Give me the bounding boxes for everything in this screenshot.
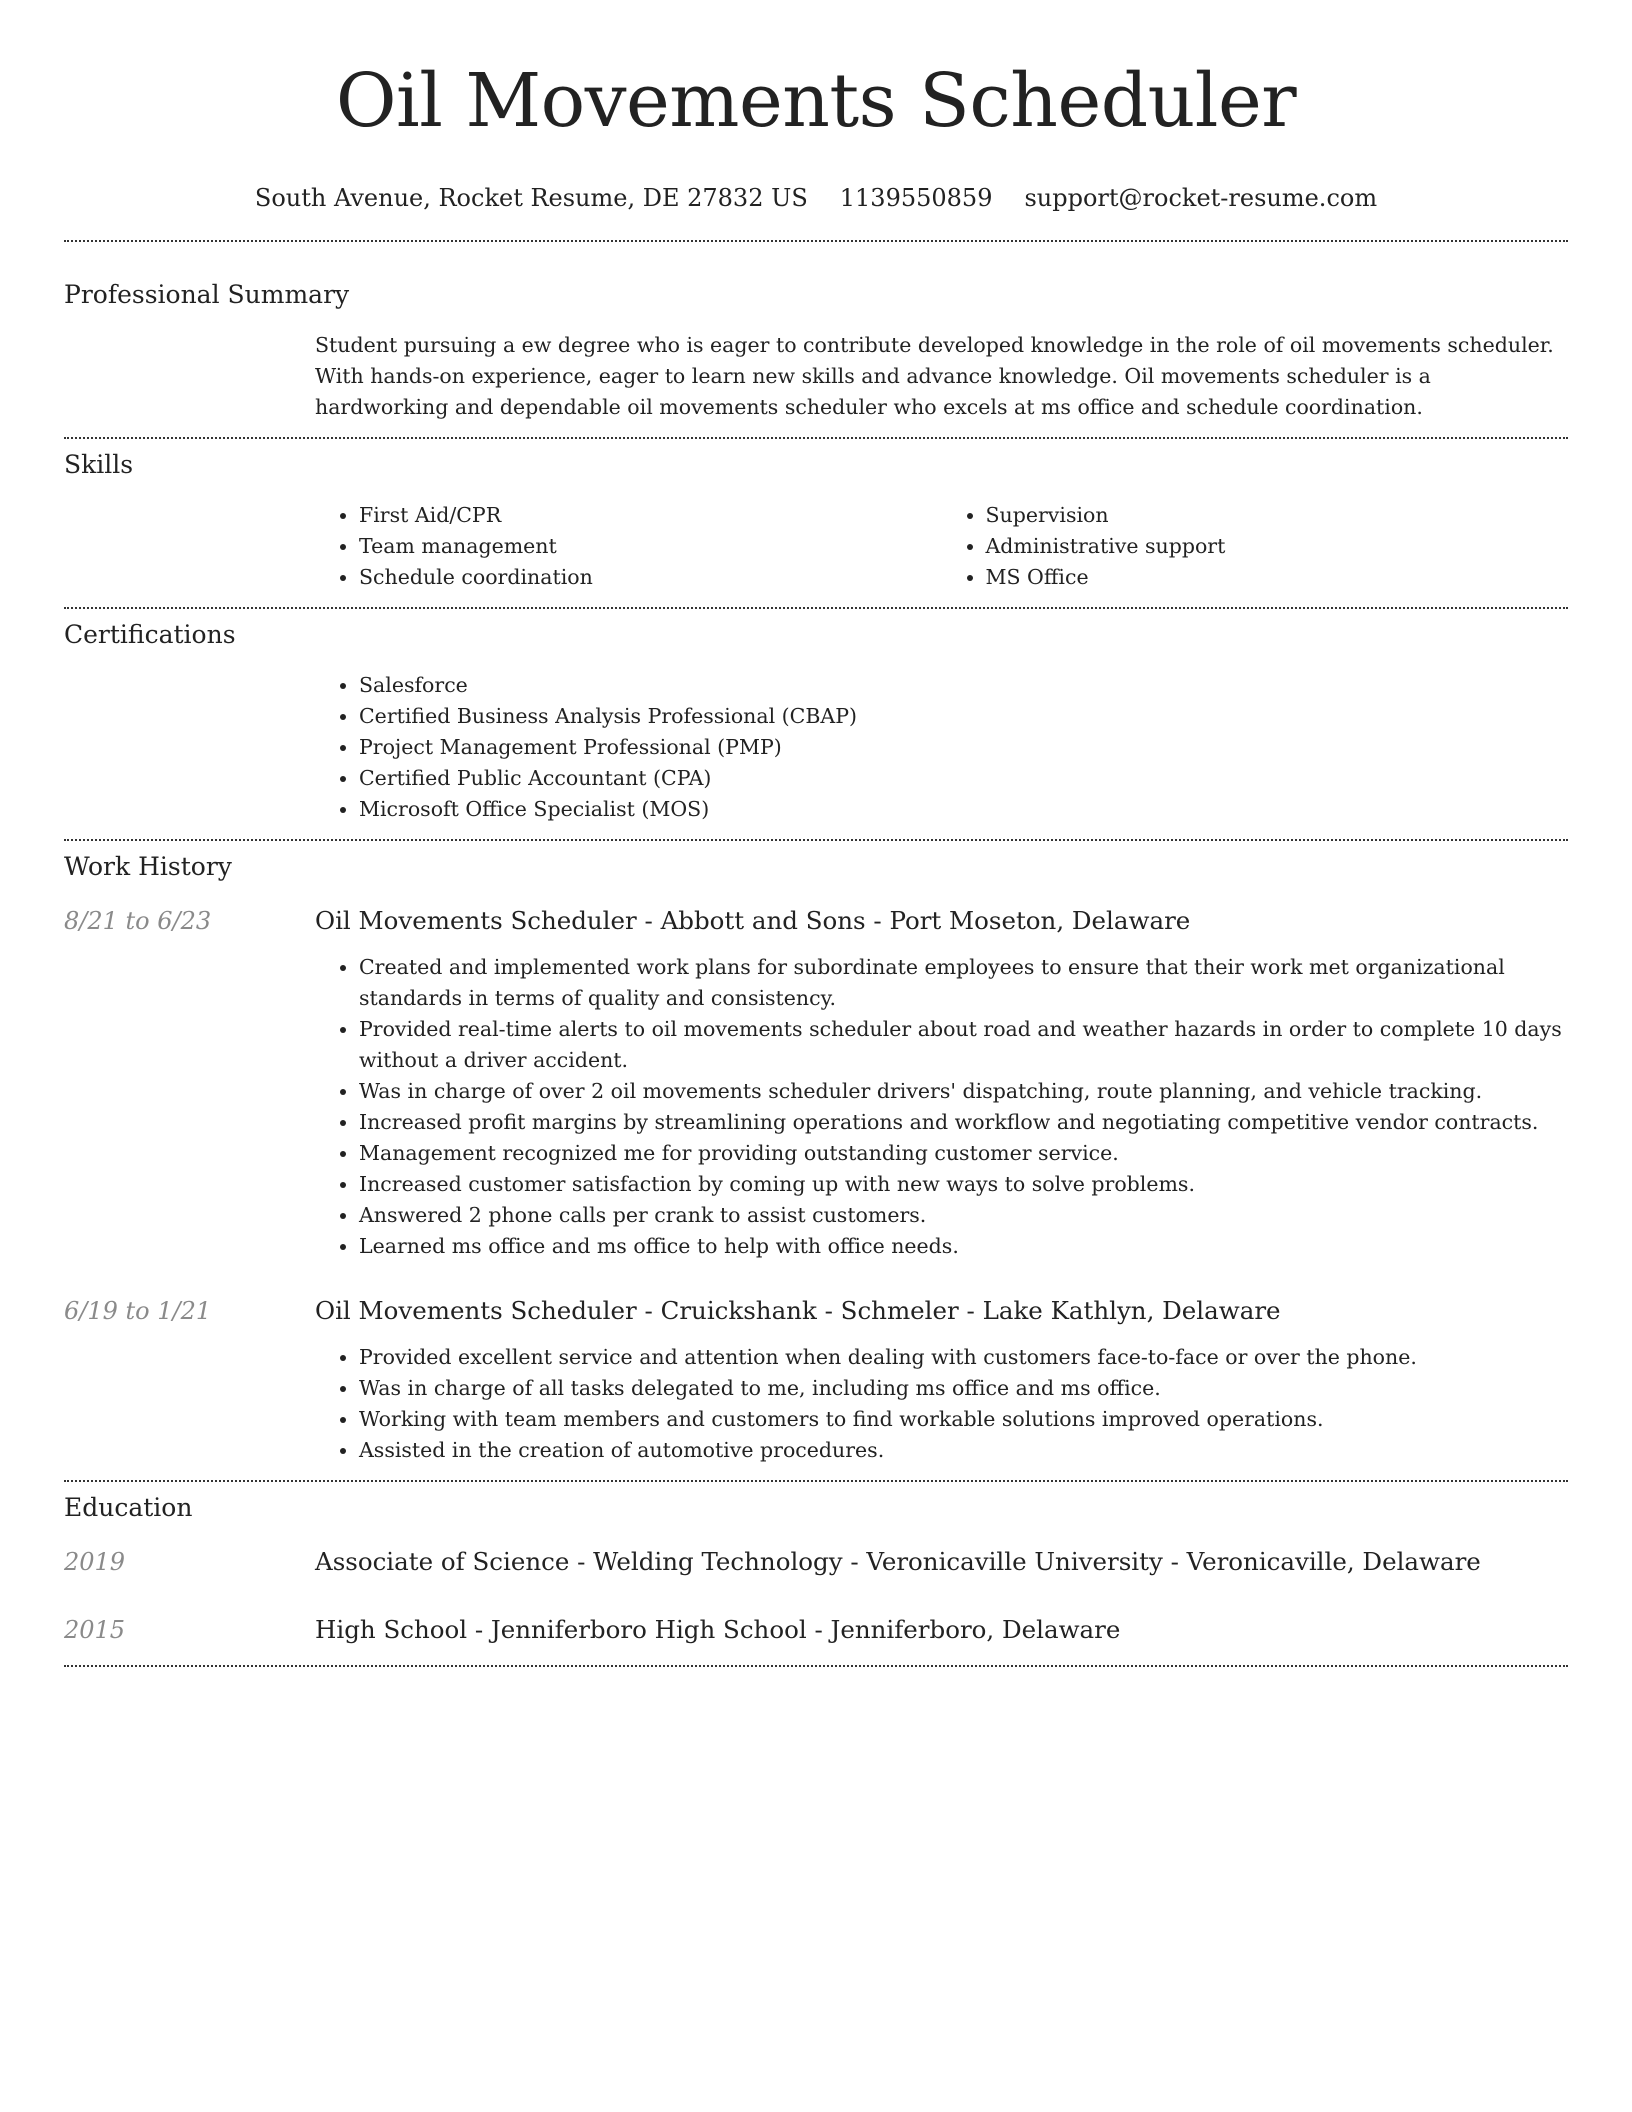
- education-year: 2015: [64, 1616, 126, 1644]
- skills-section: [64, 439, 1568, 607]
- job-bullet: • Management recognized me for providing outstanding customer service.: [359, 1138, 1568, 1169]
- job-bullet: • Learned ms office and ms office to help with office needs.: [359, 1231, 1568, 1262]
- resume-page: [64, 0, 1568, 1667]
- certifications-section: [64, 609, 1568, 839]
- job-bullet: • Working with team members and customers to find workable solutions improved operations.: [359, 1404, 1568, 1435]
- education-heading: Associate of Science - Welding Technology - Veronicaville University - Veronicaville, Delaware: [315, 1547, 1481, 1576]
- certification-item: • Salesforce: [359, 670, 1568, 701]
- work-history-section: [64, 841, 1568, 1480]
- section-title-education: Education: [64, 1493, 193, 1522]
- education-entry: [64, 1613, 1568, 1665]
- certification-item: • Microsoft Office Specialist (MOS): [359, 794, 1568, 825]
- job-bullets: [315, 1342, 1568, 1466]
- certifications-list: [315, 670, 1568, 825]
- divider: [64, 1665, 1568, 1667]
- contact-address: South Avenue, Rocket Resume, DE 27832 US: [254, 184, 808, 212]
- job-bullet: • Assisted in the creation of automotive procedures.: [359, 1435, 1568, 1466]
- job-dates: 6/19 to 1/21: [64, 1297, 212, 1325]
- contact-phone: 1139550859: [839, 184, 993, 212]
- skill-item: • Administrative support: [986, 531, 1569, 562]
- skill-item: • MS Office: [986, 562, 1569, 593]
- skill-item: • Team management: [359, 531, 942, 562]
- section-title-skills: Skills: [64, 450, 134, 479]
- skill-item: • Schedule coordination: [359, 562, 942, 593]
- job-bullet: • Provided real-time alerts to oil movements scheduler about road and weather hazards in order to complete 10 days without a driver accident.: [359, 1014, 1568, 1076]
- summary-section: [64, 242, 1568, 437]
- contact-line: [64, 182, 1568, 214]
- job-bullet: • Created and implemented work plans for subordinate employees to ensure that their work met organizational standards in terms of quality and consistency.: [359, 952, 1568, 1014]
- job-bullets: [315, 952, 1568, 1262]
- job-entry: [64, 1294, 1568, 1480]
- section-title-summary: Professional Summary: [64, 280, 350, 309]
- job-heading: Oil Movements Scheduler - Abbott and Sons - Port Moseton, Delaware: [315, 906, 1191, 935]
- resume-header: [64, 0, 1568, 214]
- job-heading: Oil Movements Scheduler - Cruickshank - Schmeler - Lake Kathlyn, Delaware: [315, 1296, 1281, 1325]
- job-entry: [64, 904, 1568, 1262]
- education-section: [64, 1482, 1568, 1665]
- job-bullet: • Answered 2 phone calls per crank to assist customers.: [359, 1200, 1568, 1231]
- section-title-work-history: Work History: [64, 852, 232, 881]
- certification-item: • Certified Business Analysis Professional (CBAP): [359, 701, 1568, 732]
- job-bullet: • Increased customer satisfaction by coming up with new ways to solve problems.: [359, 1169, 1568, 1200]
- job-bullet: • Was in charge of all tasks delegated to me, including ms office and ms office.: [359, 1373, 1568, 1404]
- job-bullet: • Provided excellent service and attention when dealing with customers face-to-face or over the phone.: [359, 1342, 1568, 1373]
- certification-item: • Project Management Professional (PMP): [359, 732, 1568, 763]
- skills-list-right: [942, 500, 1569, 593]
- contact-email[interactable]: support@rocket-resume.com: [1024, 184, 1378, 212]
- skill-item: • Supervision: [986, 500, 1569, 531]
- section-title-certifications: Certifications: [64, 620, 236, 649]
- skill-item: • First Aid/CPR: [359, 500, 942, 531]
- certification-item: • Certified Public Accountant (CPA): [359, 763, 1568, 794]
- skills-list-left: [315, 500, 942, 593]
- education-heading: High School - Jenniferboro High School - Jenniferboro, Delaware: [315, 1615, 1121, 1644]
- candidate-name: Oil Movements Scheduler: [335, 58, 1297, 144]
- job-bullet: • Was in charge of over 2 oil movements scheduler drivers' dispatching, route planning, and vehicle tracking.: [359, 1076, 1568, 1107]
- education-entry: [64, 1545, 1568, 1579]
- job-dates: 8/21 to 6/23: [64, 907, 212, 935]
- summary-text: Student pursuing a ew degree who is eager to contribute developed knowledge in the role of oil movements scheduler. With hands-on experience, eager to learn new skills and advance knowledge. Oil movements scheduler is a hardworking and dependable oil movements scheduler who excels at ms office and schedule coordination.: [315, 333, 1554, 419]
- job-bullet: • Increased profit margins by streamlining operations and workflow and negotiating competitive vendor contracts.: [359, 1107, 1568, 1138]
- education-year: 2019: [64, 1548, 126, 1576]
